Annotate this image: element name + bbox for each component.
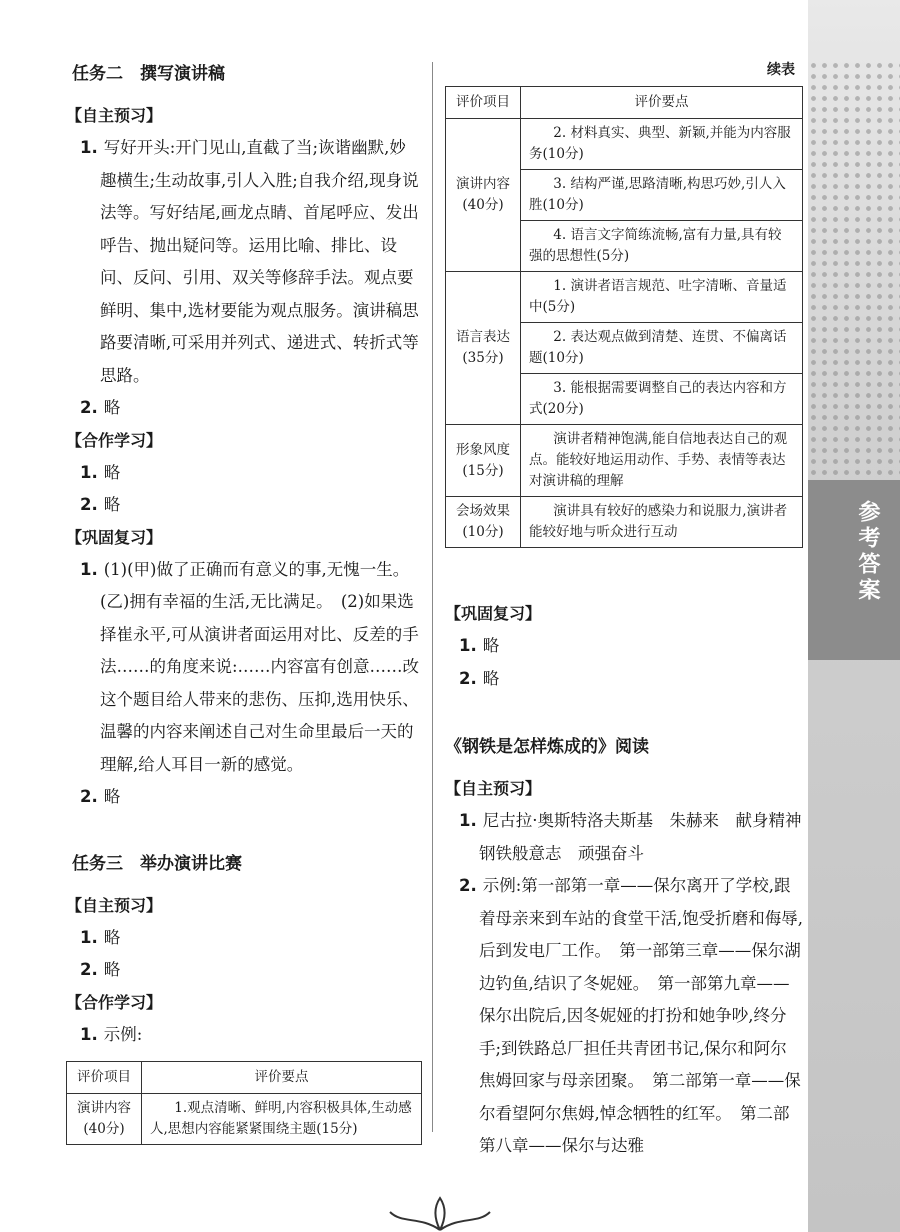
item-text: 略 [103, 787, 121, 806]
task2-section-coop: 【合作学习】 [66, 430, 163, 450]
table-header-cell: 评价要点 [521, 87, 803, 119]
item-text: 略 [103, 495, 121, 514]
task3-preview-item-2 [66, 954, 422, 987]
task2-review-item-1 [66, 554, 422, 782]
task3-section-preview: 【自主预习】 [66, 895, 163, 915]
reading-section-preview: 【自主预习】 [445, 779, 542, 798]
item-number: 1. [80, 559, 98, 579]
item-text: 示例:第一部第一章——保尔离开了学校,跟着母亲来到车站的食堂干活,饱受折磨和侮辱,后到发电厂工作。 第一部第三章——保尔湖边钓鱼,结识了冬妮娅。 第一部第九章——保尔出院后,因冬妮娅的打扮和她争吵,终分手;到铁路总厂担任共青团书记,保尔和阿尔焦姆回家与母亲团聚。 第二部第一章——保尔看望阿尔焦姆,悼念牺牲的红军。 第二部第八章——保尔与达雅 [479, 876, 803, 1155]
item-number: 2. [80, 787, 98, 806]
review-item-1 [445, 630, 803, 663]
task3-preview-item-1 [66, 922, 422, 955]
item-number: 1. [80, 138, 98, 157]
item-text: 略 [103, 398, 121, 417]
table-cell-category: 会场效果 (10分) [446, 497, 521, 548]
task2-title: 任务二 撰写演讲稿 [72, 64, 225, 84]
item-number: 1. [459, 636, 477, 655]
item-number: 2. [80, 960, 98, 979]
column-divider [432, 62, 433, 1132]
task3-section-coop: 【合作学习】 [66, 992, 163, 1012]
spacer [445, 548, 803, 598]
item-text: 略 [482, 668, 500, 688]
item-text: 略 [482, 636, 500, 655]
spacer [445, 695, 803, 731]
task3-coop-item-1 [66, 1019, 422, 1052]
item-number: 2. [80, 495, 98, 514]
table-cell-category: 演讲内容 (40分) [446, 119, 521, 272]
table-row [67, 1094, 422, 1145]
task3-eval-table [66, 1061, 422, 1145]
task2-coop-item-2 [66, 489, 422, 522]
item-text: 写好开头:开门见山,直截了当;诙谐幽默,妙趣横生;生动故事,引人入胜;自我介绍,现身说法等。写好结尾,画龙点睛、首尾呼应、发出呼告、抛出疑问等。运用比喻、排比、设问、反问、引用、双关等修辞手法。观点要鲜明、集中,选材要能为观点服务。演讲稿思路要清晰,可采用并列式、递进式、转折式等思路。 [100, 138, 419, 385]
task2-section-preview: 【自主预习】 [66, 106, 163, 125]
reading-title: 《钢铁是怎样炼成的》阅读 [445, 737, 649, 757]
table-cell-requirement: 1.观点清晰、鲜明,内容积极具体,生动感人,思想内容能紧紧围绕主题(15分) [142, 1094, 422, 1145]
table-row [446, 497, 803, 548]
table-header-cell: 评价项目 [67, 1062, 142, 1094]
table-row [446, 119, 803, 170]
review-item-2 [445, 663, 803, 696]
table-header-row [67, 1062, 422, 1094]
table-cell-requirement: 演讲具有较好的感染力和说服力,演讲者能较好地与听众进行互动 [521, 497, 803, 548]
task2-coop-item-1 [66, 457, 422, 490]
item-number: 2. [80, 398, 98, 417]
left-column [66, 58, 422, 1145]
table-cell-requirement: 2. 材料真实、典型、新颖,并能为内容服务(10分) [521, 119, 803, 170]
table-row [446, 272, 803, 323]
task2-preview-item-2 [66, 392, 422, 425]
item-text: 示例: [103, 1024, 143, 1044]
item-number: 2. [459, 668, 477, 688]
reading-item-2 [445, 870, 803, 1163]
item-number: 1. [80, 462, 98, 482]
task2-review-item-2 [66, 781, 422, 814]
item-text: (1)(甲)做了正确而有意义的事,无愧一生。(乙)拥有幸福的生活,无比满足。 (2)如果选择崔永平,可从演讲者面运用对比、反差的手法……的角度来说:……内容富有创意……改这个题目给人带来的悲伤、压抑,选用快乐、温馨的内容来阐述自己对生命里最后一天的理解,给人耳目一新的感觉。 [100, 559, 420, 774]
table-cell-category: 语言表达 (35分) [446, 272, 521, 425]
table-cell-category: 演讲内容 (40分) [67, 1094, 142, 1145]
item-number: 1. [80, 1024, 98, 1044]
task2-section-review: 【巩固复习】 [66, 527, 163, 547]
table-header-cell: 评价要点 [142, 1062, 422, 1094]
table-cell-requirement: 演讲者精神饱满,能自信地表达自己的观点。能较好地运用动作、手势、表情等表达对演讲稿的理解 [521, 425, 803, 497]
task3-title: 任务三 举办演讲比赛 [72, 853, 242, 874]
item-number: 1. [80, 927, 98, 947]
item-text: 略 [103, 927, 121, 947]
item-number: 2. [459, 876, 477, 895]
item-number: 1. [459, 811, 477, 830]
table-cell-requirement: 1. 演讲者语言规范、吐字清晰、音量适中(5分) [521, 272, 803, 323]
right-column [445, 58, 818, 1163]
table-row [446, 425, 803, 497]
item-text: 略 [103, 462, 121, 482]
spacer [66, 814, 422, 848]
side-tab-label: 参考答案 [855, 500, 880, 604]
table-header-row [446, 87, 803, 119]
floral-ornament-icon [380, 1196, 500, 1232]
eval-table-continued [445, 86, 803, 548]
task2-preview-item-1 [66, 132, 422, 392]
table-cell-requirement: 2. 表达观点做到清楚、连贯、不偏离话题(10分) [521, 323, 803, 374]
table-cell-requirement: 3. 能根据需要调整自己的表达内容和方式(20分) [521, 374, 803, 425]
table-cell-category: 形象风度 (15分) [446, 425, 521, 497]
reading-item-1 [445, 805, 818, 870]
table-cell-requirement: 4. 语言文字简练流畅,富有力量,具有较强的思想性(5分) [521, 221, 803, 272]
side-strip-dots [808, 60, 900, 480]
item-text: 略 [103, 960, 121, 979]
item-text: 尼古拉·奥斯特洛夫斯基 朱赫来 献身精神 钢铁般意志 顽强奋斗 [479, 811, 818, 863]
table-cell-requirement: 3. 结构严谨,思路清晰,构思巧妙,引人入胜(10分) [521, 170, 803, 221]
continued-table-label: 续表 [767, 62, 795, 78]
review-section: 【巩固复习】 [445, 604, 542, 623]
table-header-cell: 评价项目 [446, 87, 521, 119]
